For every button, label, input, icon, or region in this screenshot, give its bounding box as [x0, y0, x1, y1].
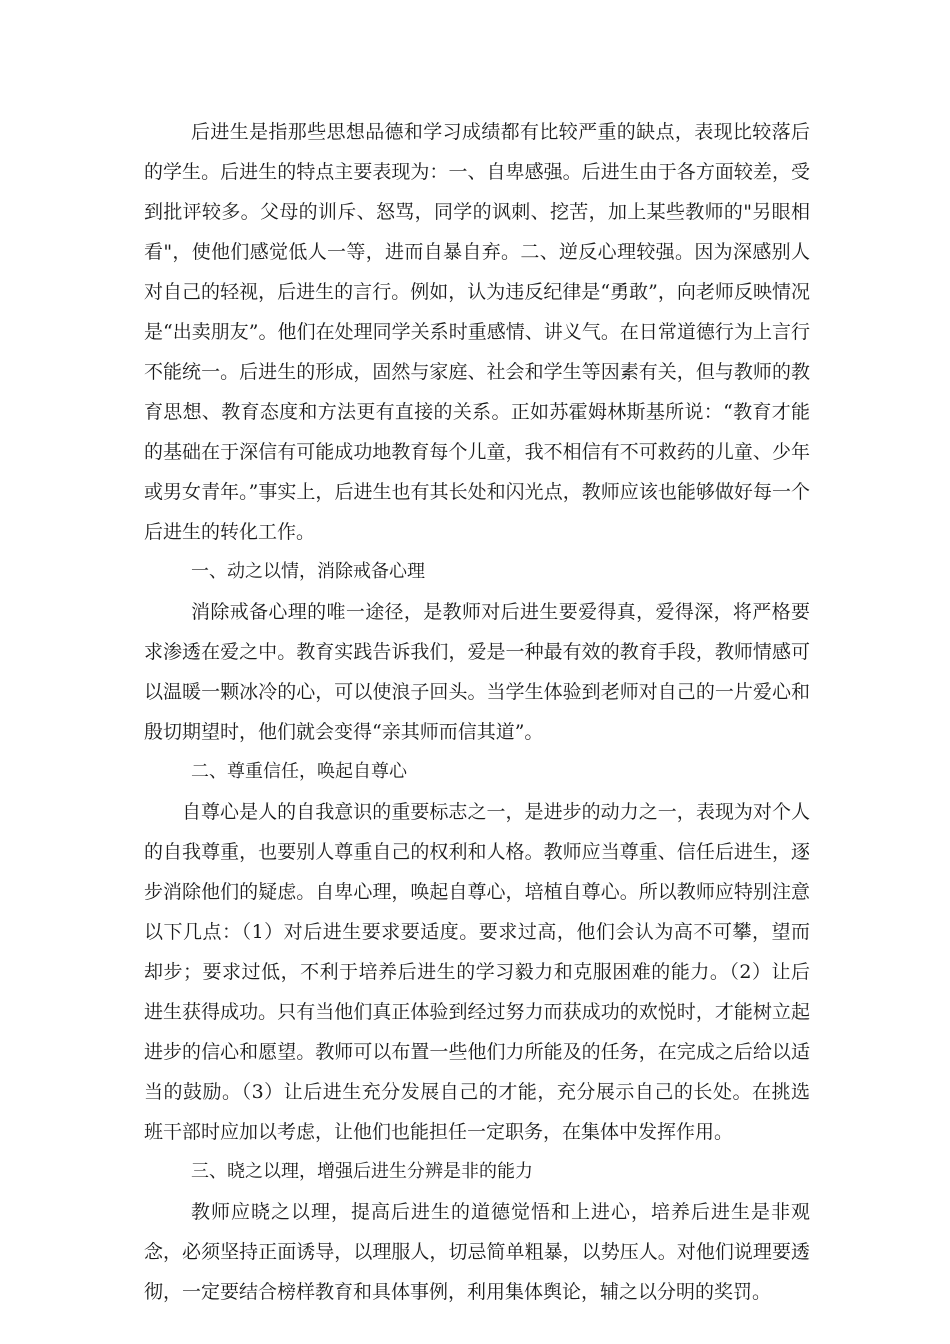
section-2-paragraph: 自尊心是人的自我意识的重要标志之一，是进步的动力之一，表现为对个人的自我尊重，也要别人尊重自己的权利和人格。教师应当尊重、信任后进生，逐步消除他们的疑虑。自卑心理，唤起自尊心，培植自尊心。所以教师应特别注意以下几点：（1）对后进生要求要适度。要求过高，他们会认为高不可攀，望而却步；要求过低，不利于培养后进生的学习毅力和克服困难的能力。（2）让后进生获得成功。只有当他们真正体验到经过努力而获成功的欢悦时，才能树立起进步的信心和愿望。教师可以布置一些他们力所能及的任务，在完成之后给以适当的鼓励。（3）让后进生充分发展自己的才能，充分展示自己的长处。在挑选班干部时应加以考虑，让他们也能担任一定职务，在集体中发挥作用。 — [144, 801, 810, 1143]
section-heading-3: 三、晓之以理，增强后进生分辨是非的能力 — [191, 1161, 533, 1182]
document-body — [144, 112, 810, 1312]
section-3-paragraph: 教师应晓之以理，提高后进生的道德觉悟和上进心，培养后进生是非观念，必须坚持正面诱导，以理服人，切忌简单粗暴，以势压人。对他们说理要透彻，一定要结合榜样教育和具体事例，利用集体舆论，辅之以分明的奖罚。 — [144, 1201, 810, 1303]
intro-paragraph: 后进生是指那些思想品德和学习成绩都有比较严重的缺点，表现比较落后的学生。后进生的特点主要表现为：一、自卑感强。后进生由于各方面较差，受到批评较多。父母的训斥、怒骂，同学的讽刺、挖苦，加上某些教师的"另眼相看"，使他们感觉低人一等，进而自暴自弃。二、逆反心理较强。因为深感别人对自己的轻视，后进生的言行。例如，认为违反纪律是“勇敢”，向老师反映情况是“出卖朋友”。他们在处理同学关系时重感情、讲义气。在日常道德行为上言行不能统一。后进生的形成，固然与家庭、社会和学生等因素有关，但与教师的教育思想、教育态度和方法更有直接的关系。正如苏霍姆林斯基所说：“教育才能的基础在于深信有可能成功地教育每个儿童，我不相信有不可救药的儿童、少年或男女青年。”事实上，后进生也有其长处和闪光点，教师应该也能够做好每一个后进生的转化工作。 — [144, 121, 810, 543]
section-1-paragraph: 消除戒备心理的唯一途径，是教师对后进生要爱得真，爱得深，将严格要求渗透在爱之中。教育实践告诉我们，爱是一种最有效的教育手段，教师情感可以温暖一颗冰冷的心，可以使浪子回头。当学生体验到老师对自己的一片爱心和殷切期望时，他们就会变得“亲其师而信其道”。 — [144, 601, 810, 743]
section-heading-1: 一、动之以情，消除戒备心理 — [191, 561, 425, 582]
section-heading-2: 二、尊重信任，唤起自尊心 — [191, 761, 407, 782]
